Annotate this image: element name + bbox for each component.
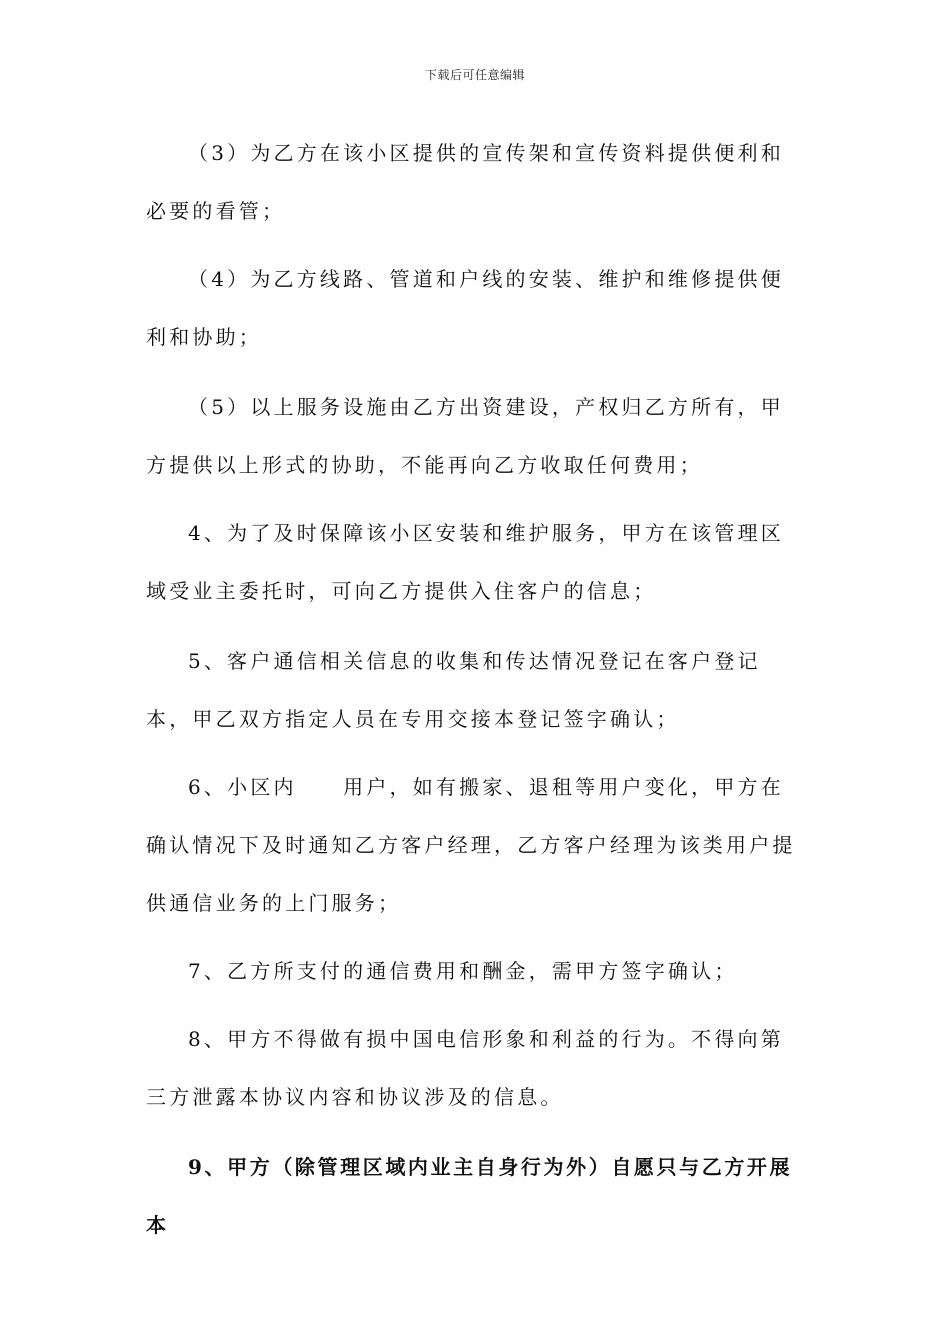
paragraph-clause-3-4: （4）为乙方线路、管道和户线的安装、维护和维修提供便利和协助；: [146, 267, 784, 349]
paragraph-clause-3-5: （5）以上服务设施由乙方出资建设，产权归乙方所有，甲方提供以上形式的协助，不能再向乙方收取任何费用；: [146, 395, 784, 477]
paragraph-clause-6: 6、小区内 用户，如有搬家、退租等用户变化，甲方在确认情况下及时通知乙方客户经理，乙方客户经理为该类用户提供通信业务的上门服务；: [146, 775, 796, 915]
paragraph-clause-5: 5、客户通信相关信息的收集和传达情况登记在客户登记本，甲乙双方指定人员在专用交接本登记签字确认；: [146, 649, 761, 731]
page-header: 下载后可任意编辑: [424, 68, 525, 82]
paragraph-clause-4: 4、为了及时保障该小区安装和维护服务，甲方在该管理区域受业主委托时，可向乙方提供入住客户的信息；: [146, 521, 784, 603]
paragraph-clause-9: 9、甲方（除管理区域内业主自身行为外）自愿只与乙方开展本: [146, 1155, 793, 1237]
paragraph-clause-8: 8、甲方不得做有损中国电信形象和利益的行为。不得向第三方泄露本协议内容和协议涉及的信息。: [146, 1027, 784, 1109]
paragraph-clause-7: 7、乙方所支付的通信费用和酬金，需甲方签字确认；: [188, 959, 738, 983]
paragraph-clause-3-3: （3）为乙方在该小区提供的宣传架和宣传资料提供便利和必要的看管；: [146, 141, 784, 223]
